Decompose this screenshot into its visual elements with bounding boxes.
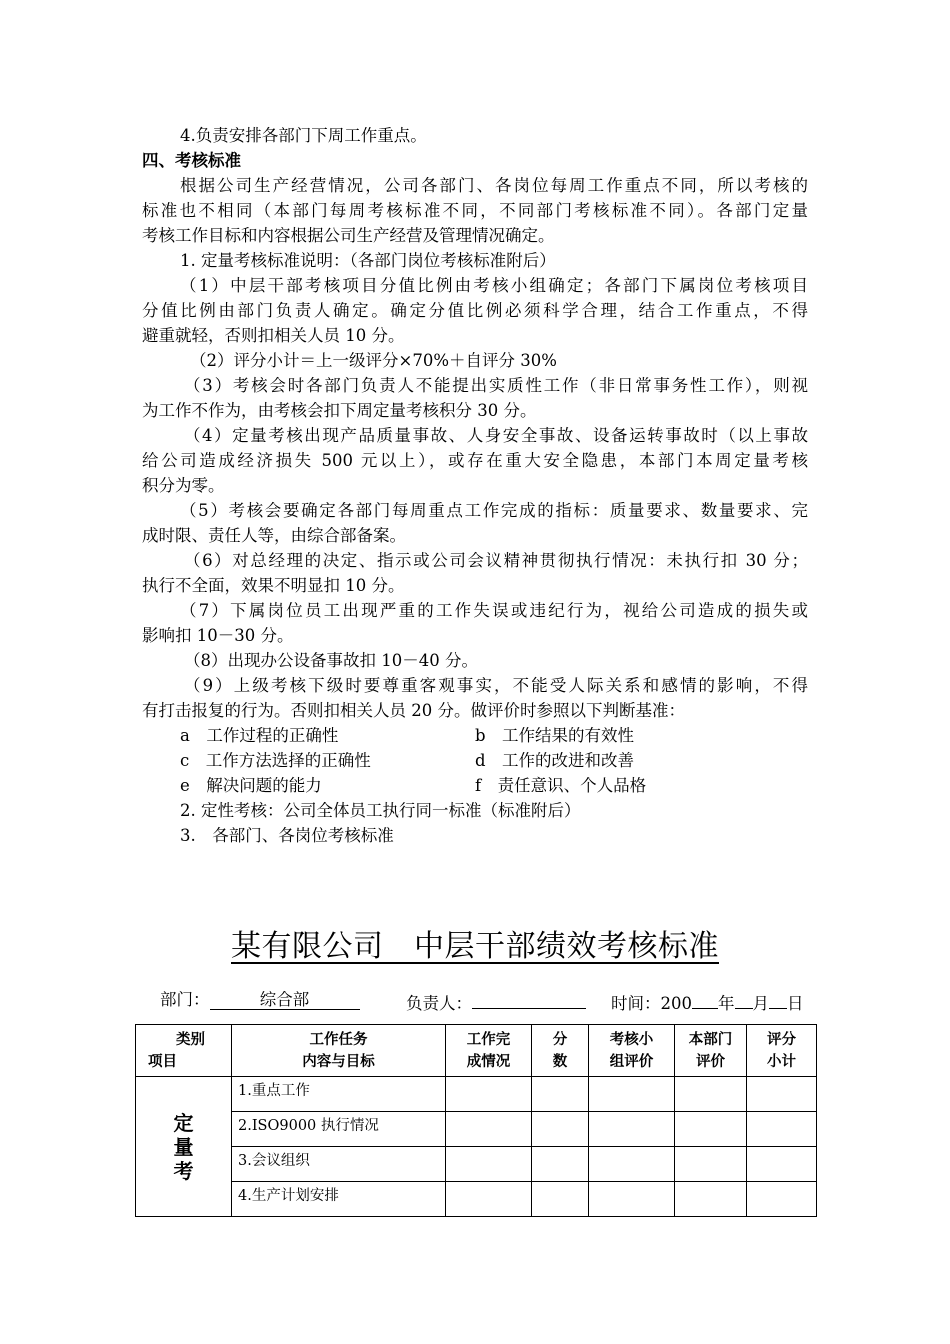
paragraph-line: 积分为零。 (142, 476, 225, 495)
blank-cell[interactable] (675, 1147, 747, 1182)
blank-cell[interactable] (675, 1077, 747, 1112)
day-label: 日 (787, 994, 804, 1013)
month-label: 月 (752, 994, 769, 1013)
blank-cell[interactable] (532, 1077, 589, 1112)
paragraph-line: 执行不全面，效果不明显扣 10 分。 (142, 576, 405, 595)
blank-cell[interactable] (446, 1147, 532, 1182)
blank-cell[interactable] (446, 1077, 532, 1112)
table-row (136, 1077, 817, 1112)
header-score-top: 分 (552, 1032, 568, 1048)
header-sub-top: 评分 (767, 1032, 796, 1048)
category-char: 定 (173, 1110, 194, 1135)
paragraph-line: （7）下属岗位员工出现严重的工作失误或违纪行为，视给公司造成的损失或 (180, 601, 808, 620)
dept-label: 部门： (160, 990, 210, 1009)
header-group-bottom: 组评价 (609, 1054, 654, 1070)
paragraph-line: （9）上级考核下级时要尊重客观事实，不能受人际关系和感情的影响，不得 (184, 676, 808, 695)
category-char: 考 (173, 1158, 194, 1183)
time-field (611, 988, 804, 1016)
blank-cell[interactable] (747, 1112, 817, 1147)
header-done-top: 工作完 (466, 1032, 511, 1048)
paragraph-line: 4.负责安排各部门下周工作重点。 (180, 126, 427, 145)
header-done (446, 1025, 532, 1077)
table-header-row (136, 1025, 817, 1077)
paragraph-line: 有打击报复的行为。否则扣相关人员 20 分。做评价时参照以下判断基准： (142, 701, 685, 720)
subsection-heading: 2. 定性考核：公司全体员工执行同一标准（标准附后） (180, 801, 581, 820)
year-blank (692, 988, 718, 1009)
task-cell: 3.会议组织 (232, 1147, 446, 1182)
blank-cell[interactable] (675, 1182, 747, 1217)
dept-value: 综合部 (210, 989, 360, 1010)
month-blank (735, 988, 753, 1009)
blank-cell[interactable] (747, 1077, 817, 1112)
header-sub-bottom: 小计 (767, 1054, 796, 1070)
paragraph-line: （3）考核会时各部门负责人不能提出实质性工作（非日常事务性工作），则视 (184, 376, 808, 395)
blank-cell[interactable] (747, 1147, 817, 1182)
paragraph-line: （2）评分小计＝上一级评分×70%＋自评分 30% (190, 351, 557, 370)
header-score-bottom: 数 (552, 1054, 568, 1070)
table-row (136, 1182, 817, 1217)
blank-cell[interactable] (446, 1182, 532, 1217)
header-task-bottom: 内容与目标 (302, 1054, 375, 1070)
blank-cell[interactable] (532, 1112, 589, 1147)
paragraph-line: （8）出现办公设备事故扣 10－40 分。 (184, 651, 478, 670)
blank-cell[interactable] (589, 1147, 675, 1182)
header-dept-eval (675, 1025, 747, 1077)
criteria-item: b 工作结果的有效性 (475, 726, 635, 745)
paragraph-line: 给公司造成经济损失 500 元以上），或存在重大安全隐患，本部门本周定量考核 (142, 451, 808, 470)
header-done-bottom: 成情况 (466, 1054, 511, 1070)
header-dept-bottom: 评价 (696, 1054, 725, 1070)
evaluation-table (135, 1024, 817, 1217)
category-vertical-text (136, 1111, 231, 1183)
paragraph-line: 成时限、责任人等，由综合部备案。 (142, 526, 406, 545)
paragraph-line: 标准也不相同（本部门每周考核标准不同，不同部门考核标准不同）。各部门定量 (142, 201, 808, 220)
criteria-item: d 工作的改进和改善 (475, 751, 635, 770)
header-task-top: 工作任务 (309, 1032, 368, 1048)
blank-cell[interactable] (446, 1112, 532, 1147)
header-task (232, 1025, 446, 1077)
header-group-top: 考核小 (609, 1032, 654, 1048)
header-category (136, 1025, 232, 1077)
day-blank (769, 988, 787, 1009)
table-row (136, 1147, 817, 1182)
table-row (136, 1112, 817, 1147)
paragraph-line: （1）中层干部考核项目分值比例由考核小组确定；各部门下属岗位考核项目 (180, 276, 808, 295)
paragraph-line: 避重就轻，否则扣相关人员 10 分。 (142, 326, 405, 345)
header-subtotal (747, 1025, 817, 1077)
blank-cell[interactable] (532, 1182, 589, 1217)
paragraph-line: （5）考核会要确定各部门每周重点工作完成的指标：质量要求、数量要求、完 (180, 501, 808, 520)
criteria-item: f 责任意识、个人品格 (475, 776, 647, 795)
owner-label: 负责人： (406, 994, 472, 1013)
paragraph-line: 影响扣 10－30 分。 (142, 626, 294, 645)
section-heading: 四、考核标准 (142, 151, 241, 170)
paragraph-line: （6）对总经理的决定、指示或公司会议精神贯彻执行情况：未执行扣 30 分； (184, 551, 808, 570)
dept-field (160, 988, 360, 1012)
form-title: 某有限公司 中层干部绩效考核标准 (231, 929, 719, 964)
paragraph-line: （4）定量考核出现产品质量事故、人身安全事故、设备运转事故时（以上事故 (184, 426, 808, 445)
task-cell: 2.ISO9000 执行情况 (232, 1112, 446, 1147)
paragraph-line: 考核工作目标和内容根据公司生产经营及管理情况确定。 (142, 226, 555, 245)
header-dept-top: 本部门 (688, 1032, 733, 1048)
owner-value (472, 988, 586, 1009)
category-char: 量 (173, 1134, 194, 1159)
paragraph-line: 分值比例由部门负责人确定。确定分值比例必须科学合理，结合工作重点，不得 (142, 301, 808, 320)
time-label: 时间：200 (611, 994, 692, 1013)
subsection-heading: 3. 各部门、各岗位考核标准 (180, 826, 394, 845)
blank-cell[interactable] (589, 1077, 675, 1112)
header-score (532, 1025, 589, 1077)
task-cell: 4.生产计划安排 (232, 1182, 446, 1217)
blank-cell[interactable] (747, 1182, 817, 1217)
blank-cell[interactable] (589, 1112, 675, 1147)
header-category-bottom: 项目 (148, 1054, 177, 1070)
header-group-eval (589, 1025, 675, 1077)
paragraph-line: 根据公司生产经营情况，公司各部门、各岗位每周工作重点不同，所以考核的 (180, 176, 808, 195)
year-label: 年 (718, 994, 735, 1013)
header-category-top: 类别 (176, 1032, 205, 1048)
paragraph-line: 为工作不作为，由考核会扣下周定量考核积分 30 分。 (142, 401, 537, 420)
criteria-item: c 工作方法选择的正确性 (180, 751, 371, 770)
blank-cell[interactable] (589, 1182, 675, 1217)
criteria-item: a 工作过程的正确性 (180, 726, 339, 745)
task-cell: 1.重点工作 (232, 1077, 446, 1112)
criteria-item: e 解决问题的能力 (180, 776, 322, 795)
owner-field (406, 988, 586, 1016)
blank-cell[interactable] (532, 1147, 589, 1182)
blank-cell[interactable] (675, 1112, 747, 1147)
category-cell (136, 1077, 232, 1217)
subsection-heading: 1. 定量考核标准说明：（各部门岗位考核标准附后） (180, 251, 556, 270)
